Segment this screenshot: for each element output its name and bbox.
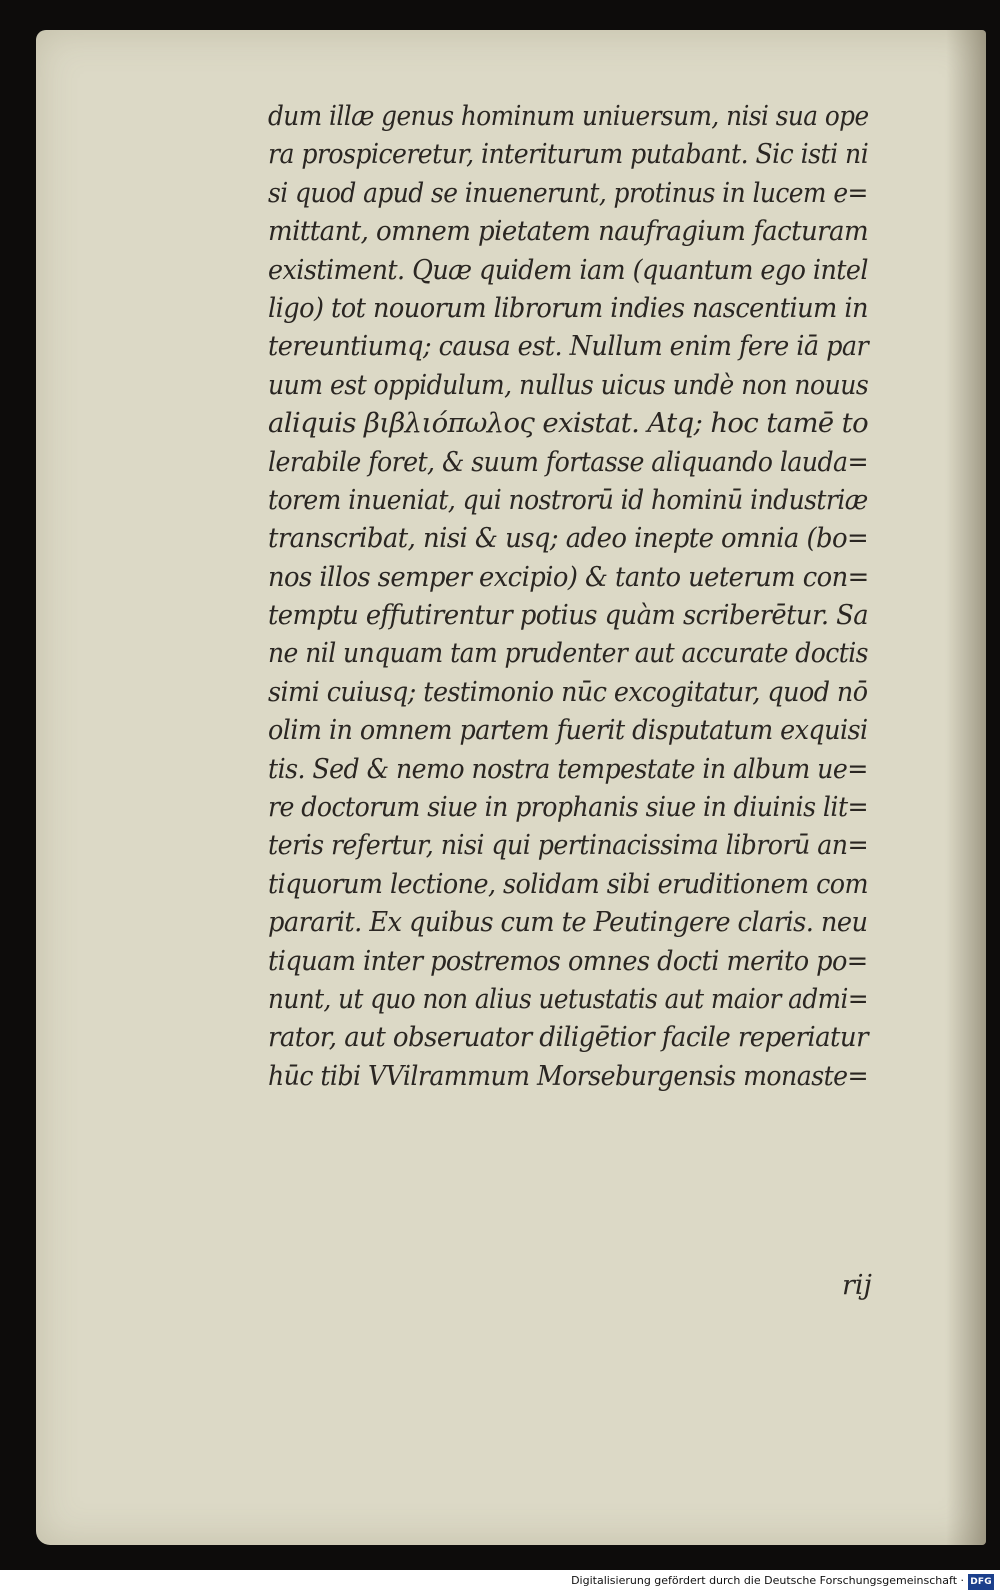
text-line: rator, aut obseruator diligētior facile reperiatur xyxy=(268,1021,868,1054)
footer-credit: Digitalisierung gefördert durch die Deutsche Forschungsgemeinschaft · xyxy=(571,1574,964,1587)
dfg-logo-icon: DFG xyxy=(968,1574,994,1590)
text-line: re doctorum siue in prophanis siue in diuinis lit= xyxy=(268,791,869,824)
text-line: transcribat, nisi & usq; adeo inepte omnia (bo= xyxy=(268,522,869,555)
body-text xyxy=(268,97,868,1095)
footer-bar xyxy=(0,1570,1000,1595)
text-line: ne nil unquam tam prudenter aut accurate doctis xyxy=(268,637,868,670)
text-line: torem inueniat, qui nostrorū id hominū industriæ xyxy=(268,483,868,516)
catchword: rij xyxy=(842,1270,872,1301)
text-line: dum illæ genus hominum uniuersum, nisi sua ope xyxy=(268,100,869,132)
text-line: teris refertur, nisi qui pertinacissima librorū an= xyxy=(268,829,869,862)
text-line: aliquis βιβλιόπωλος existat. Atq; hoc tamē to xyxy=(268,407,869,440)
text-line: pararit. Ex quibus cum te Peutingere claris. neu xyxy=(268,906,868,939)
text-line: tis. Sed & nemo nostra tempestate in album ue= xyxy=(268,752,868,785)
page-edge-shadow xyxy=(946,30,986,1545)
text-line: tiquorum lectione, solidam sibi eruditionem com xyxy=(268,867,869,900)
text-line: hūc tibi VVilrammum Morseburgensis monaste= xyxy=(268,1059,869,1092)
text-line: temptu effutirentur potius quàm scriberētur. Sa xyxy=(268,599,869,632)
text-line: existiment. Quæ quidem iam (quantum ego intel xyxy=(268,253,868,286)
text-line: mittant, omnem pietatem naufragium facturam xyxy=(268,215,869,248)
text-line: si quod apud se inuenerunt, protinus in lucem e= xyxy=(268,176,868,209)
text-line: olim in omnem partem fuerit disputatum exquisi xyxy=(268,714,868,747)
text-line: nos illos semper excipio) & tanto ueterum con= xyxy=(268,560,869,593)
text-line: lerabile foret, & suum fortasse aliquando lauda= xyxy=(268,445,869,478)
text-line: nunt, ut quo non alius uetustatis aut maior admi= xyxy=(268,982,869,1015)
text-line: uum est oppidulum, nullus uicus undè non nouus xyxy=(268,368,869,401)
text-line: simi cuiusq; testimonio nūc excogitatur, quod nō xyxy=(268,675,868,708)
text-line: tereuntiumq; causa est. Nullum enim fere iā par xyxy=(268,330,869,363)
text-line: tiquam inter postremos omnes docti merito po= xyxy=(268,944,868,977)
text-line: ligo) tot nouorum librorum indies nascentium in xyxy=(268,291,868,324)
text-line: ra prospiceretur, interiturum putabant. Sic isti ni xyxy=(268,138,869,171)
